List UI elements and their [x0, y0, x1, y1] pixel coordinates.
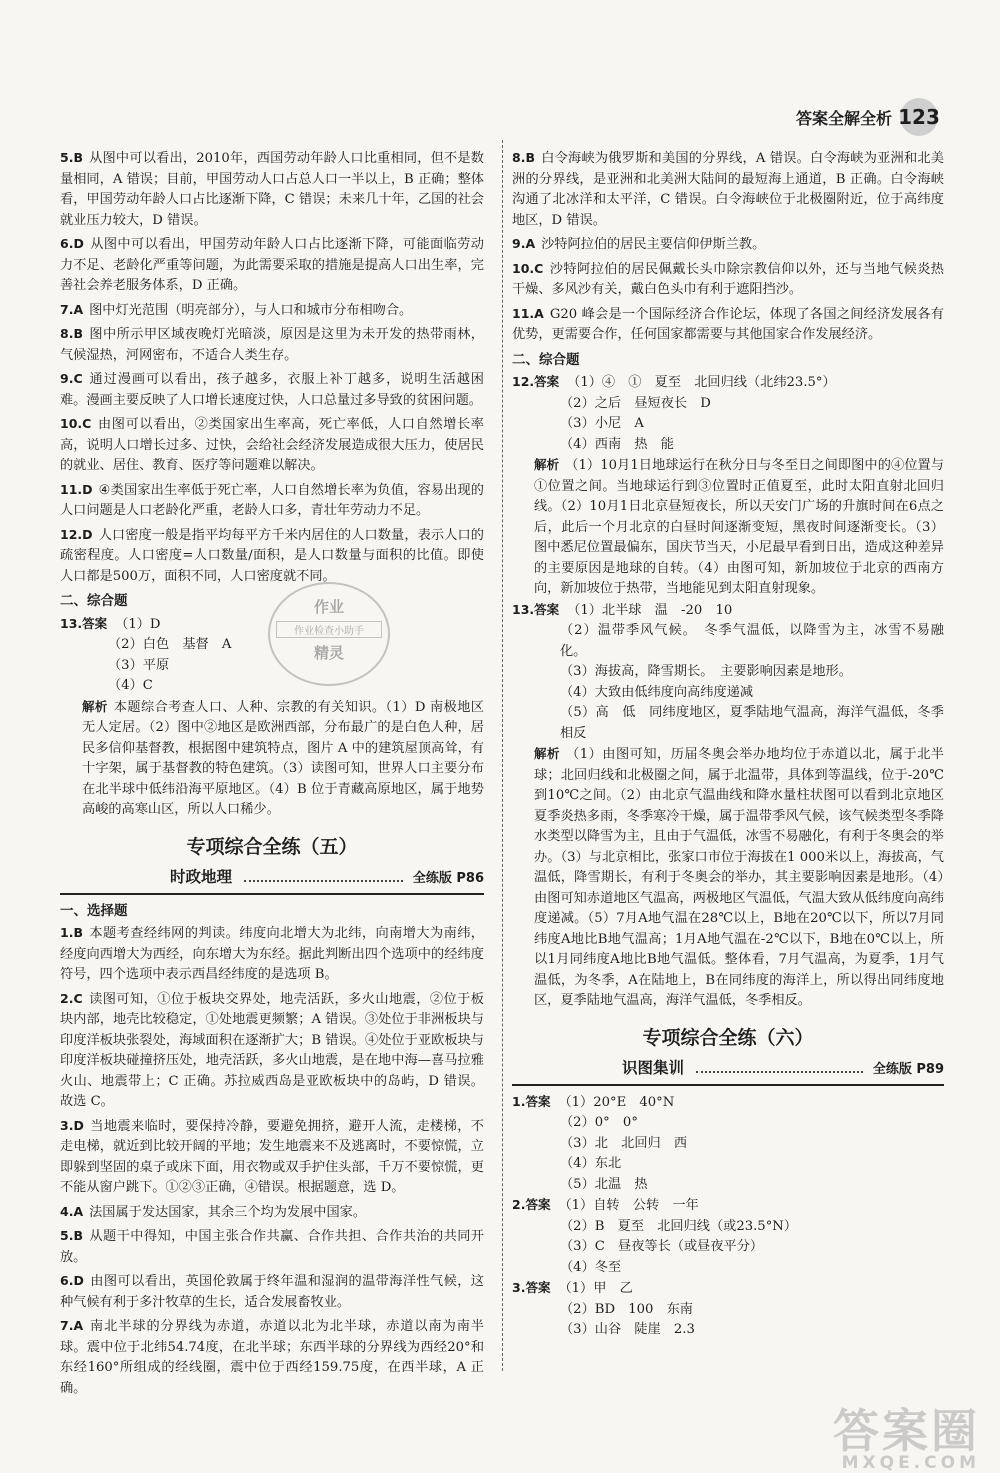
answer-item: 7.A 南北半球的分界线为赤道，赤道以北为北半球，赤道以南为南半球。震中位于北纬54.74度，在北半球；东西半球的分界线为西经20°和东经160°所组成的经线圈，震中位于西经159.75度，在西半球，A 正确。 — [60, 1318, 484, 1396]
answer-row: （2）白色 基督 A — [108, 637, 232, 652]
section-title: 二、综合题 — [60, 593, 128, 609]
answer-row: （2）B 夏至 北回归线（或23.5°N） — [560, 1218, 798, 1234]
answer-item: 8.B 图中所示甲区域夜晚灯光暗淡，原因是这里为未开发的热带雨林，气候湿热，河网密布，不适合人类生存。 — [60, 326, 484, 363]
left-column — [60, 148, 484, 1402]
answer-item: 9.A 沙特阿拉伯的居民主要信仰伊斯兰教。 — [512, 236, 766, 252]
answer-row: （2）BD 100 东南 — [560, 1301, 693, 1317]
answer-item: 11.A G20 峰会是一个国际经济合作论坛，体现了各国之间经济发展各有优势，更需要合作，任何国家都需要与其他国家合作发展经济。 — [512, 305, 944, 342]
answer-item: 3.D 当地震来临时，要保持冷静，要避免拥挤，避开人流，走楼梯，不走电梯，就近到比较开阔的平地；发生地震来不及逃离时，不要惊慌，立即躲到坚固的桌子或床下面，用衣物或双手护住头部，千万不要惊慌，更不能从窗户跳下。①②③正确，④错误。根据题意，选 D。 — [60, 1117, 484, 1195]
topic-name: 时政地理 — [170, 868, 233, 886]
section-title: 二、综合题 — [512, 351, 580, 368]
answer-row: 2.答案 （1）自转 公转 一年 — [512, 1197, 699, 1213]
answer-item: 12.D 人口密度一般是指平均每平方千米内居住的人口数量，表示人口的疏密程度。人口密度=人口数量/面积，是人口数量与面积的比值。即使人口都是500万，面积不同，人口密度就不同。 — [60, 526, 484, 584]
answer-item: 11.D ④类国家出生率低于死亡率，人口自然增长率为负值，容易出现的人口问题是人口老龄化严重，老龄人口多，青壮年劳动力不足。 — [60, 481, 484, 518]
topic-line — [512, 1058, 944, 1086]
topic-line — [60, 867, 484, 895]
answer-row: 12.答案 （1）④ ① 夏至 北回归线（北纬23.5°） — [512, 374, 836, 390]
special-section-title: 专项综合全练（六） — [642, 1026, 814, 1049]
topic-page: 全练版 P89 — [872, 1062, 944, 1077]
answer-row: （3）平原 — [108, 657, 170, 673]
homework-stamp: 作业 作业检查小助手 精灵 — [268, 582, 390, 686]
answer-row: 13.答案 （1）北半球 温 -20 10 — [512, 601, 733, 618]
answer-row: （4）东北 — [560, 1156, 622, 1171]
answer-row: 1.答案 （1）20°E 40°N — [512, 1093, 675, 1110]
answer-row: （2）0° 0° — [560, 1115, 638, 1130]
answer-row: （3）C 昼夜等长（或昼夜平分） — [560, 1239, 764, 1254]
answer-row: （5）北温 热 — [560, 1176, 648, 1192]
answer-row: （3）小尼 A — [560, 416, 644, 431]
answer-item: 5.B 从图中可以看出，2010年，西国劳动年龄人口比重相同，但不是数量相同，A 错误；目前，甲国劳动人口占总人口一半以上，B 正确；整体看，甲国劳动年龄人口占比逐渐下降，C 错误；未来几十年，乙国的社会就业压力较大，D 错误。 — [60, 150, 484, 228]
answer-row: （4）冬至 — [560, 1259, 622, 1275]
header-label: 答案全解全析 — [795, 108, 892, 128]
site-watermark: 答案圈 MXQE.COM — [833, 1404, 980, 1473]
column-divider — [502, 140, 503, 1371]
explanation: 解析 （1）由图可知，历届冬奥会举办地均位于赤道以北，属于北半球；北回归线和北极圈之间，属于北温带，具体到等温线，位于-20℃到10℃之间。（2）由北京气温曲线和降水量柱状图可以看到北京地区夏季炎热多雨，冬季寒冷干燥，属于温带季风气候，该气候类型冬季降水类型以降雪为主，且由于气温低，冰雪不易融化，有利于冬奥会的举办。（3）与北京相比，张家口市位于海拔在1 000米以上，海拔高，气温低，降雪期长，有利于冬奥会的举办，其主要影响因素是地形。（4）由图可知赤道地区气温高，两极地区气温低，气温大致从低纬度向高纬度递减。（5）7月A地气温在28℃以上，B地在20℃以下，所以7月同纬度A地比B地气温高；1月A地气温在-2℃以下，B地在0℃以上，所以1月同纬度A地比B地气温低。整体看，7月气温高，为夏季，1月气温低，为冬季，A在陆地上，B在同纬度的海洋上，所以得出同纬度地区，夏季陆地气温高，海洋气温低，冬季相反。 — [534, 746, 944, 1008]
answer-row: （2）之后 昼短夜长 D — [560, 395, 711, 411]
leader-dots — [244, 880, 403, 882]
answer-item: 10.C 由图可以看出，②类国家出生率高，死亡率低，人口自然增长率高，说明人口增长过多、过快，会给社会经济发展造成很大压力，使居民的就业、居住、教育、医疗等问题难以解决。 — [60, 416, 484, 473]
answer-row: （3）山谷 陡崖 2.3 — [560, 1322, 695, 1337]
answer-row: （3）海拔高，降雪期长。 主要影响因素是地形。 — [560, 664, 852, 679]
answer-row: （4）西南 热 能 — [560, 436, 674, 452]
answer-item: 10.C 沙特阿拉伯的居民佩戴长头巾除宗教信仰以外，还与当地气候炎热干燥、多风沙有关，戴白色头巾有利于遮阳挡沙。 — [512, 260, 944, 297]
answer-item: 1.B 本题考查经纬网的判读。纬度向北增大为北纬，向南增大为南纬，经度向西增大为西经，向东增大为东经。据此判断出四个选项中的经纬度符号，四个选项中表示西昌经纬度的是选项 B。 — [60, 925, 484, 982]
answer-row: （4）C — [108, 678, 153, 693]
answer-row: （4）大致由低纬度向高纬度递减 — [560, 684, 754, 700]
answer-item: 4.A 法国属于发达国家，其余三个均为发展中国家。 — [60, 1203, 367, 1220]
answer-row: （2）温带季风气候。 冬季气温低，以降雪为主，冰雪不易融化。 — [560, 623, 944, 659]
answer-item: 8.B 白令海峡为俄罗斯和美国的分界线，A 错误。白令海峡为亚洲和北美洲的分界线，是亚洲和北美洲大陆间的最短海上通道，B 正确。白令海峡沟通了北冰洋和太平洋，C 错误。白令海峡位于北极圈附近，位于高纬度地区，D 错误。 — [512, 150, 944, 228]
answer-item: 2.C 读图可知，①位于板块交界处，地壳活跃，多火山地震，②位于板块内部，地壳比较稳定，①处地震更频繁；A 错误。③处位于非洲板块与印度洋板块张裂处，海域面积在逐渐扩大；B 错误。④处位于亚欧板块与印度洋板块碰撞挤压处，地壳活跃，多火山地震，是在地中海—喜马拉雅火山、地震带上；C 正确。苏拉威西岛是亚欧板块中的岛屿，D 错误。故选 C。 — [60, 990, 484, 1109]
answer-item: 5.B 从题干中得知，中国主张合作共赢、合作共担、合作共治的共同开放。 — [60, 1228, 484, 1265]
answer-item: 6.D 从图中可以看出，甲国劳动年龄人口占比逐渐下降，可能面临劳动力不足、老龄化严重等问题，为此需要采取的措施是提高人口出生率，完善社会养老服务体系，D 正确。 — [60, 236, 484, 293]
explanation: 解析 （1）10月1日地球运行在秋分日与冬至日之间即图中的④位置与①位置之间。当地球运行到③位置时正值夏至，此时太阳直射北回归线。（2）10月1日北京昼短夜长，所以天安门广场的升旗时间在6点之后，此后一个月北京的白昼时间逐渐变短，黑夜时间逐渐变长。（3）图中悉尼位置最偏东，国庆节当天，小尼最早看到日出，造成这种差异的主要原因是地球的自转。（4）由图可知，新加坡位于北京的西南方向，新加坡位于热带，当地能见到太阳直射现象。 — [534, 457, 944, 596]
leader-dots — [696, 1071, 863, 1073]
answer-row: （5）高 低 同纬度地区，夏季陆地气温高，海洋气温低，冬季相反 — [560, 705, 944, 741]
page-number: 123 — [900, 98, 938, 136]
answer-row: 13.答案 （1）D — [60, 615, 161, 632]
page-header — [796, 98, 938, 136]
explanation: 解析 本题综合考查人口、人种、宗教的有关知识。（1）D 南极地区无人定居。（2）图中②地区是欧洲西部，分布最广的是白色人种，居民多信仰基督教，根据图中建筑特点，图片 A 中的建筑屋顶高耸，有十字架，属于基督教的特色建筑。（3）读图可知，世界人口主要分布在北半球中低纬沿海平原地区。（4）B 位于青藏高原地区，属于地势高峻的高寒山区，所以人口稀少。 — [82, 698, 484, 817]
special-section-title: 专项综合全练（五） — [186, 835, 358, 858]
section-title: 一、选择题 — [60, 902, 128, 919]
answer-row: （3）北 北回归 西 — [560, 1135, 688, 1151]
answer-row: 3.答案 （1）甲 乙 — [512, 1280, 633, 1296]
topic-name: 识图集训 — [622, 1059, 685, 1077]
topic-page: 全练版 P86 — [412, 871, 484, 886]
right-column — [512, 148, 944, 1341]
answer-item: 9.C 通过漫画可以看出，孩子越多，衣服上补丁越多，说明生活越困难。漫画主要反映了人口增长速度过快，人口总量过多导致的贫困问题。 — [60, 371, 484, 408]
answer-item: 7.A 图中灯光范围（明亮部分），与人口和城市分布相吻合。 — [60, 301, 413, 318]
answer-item: 6.D 由图可以看出，英国伦敦属于终年温和湿润的温带海洋性气候，这种气候有利于多汁牧草的生长，适合发展畜牧业。 — [60, 1273, 484, 1310]
